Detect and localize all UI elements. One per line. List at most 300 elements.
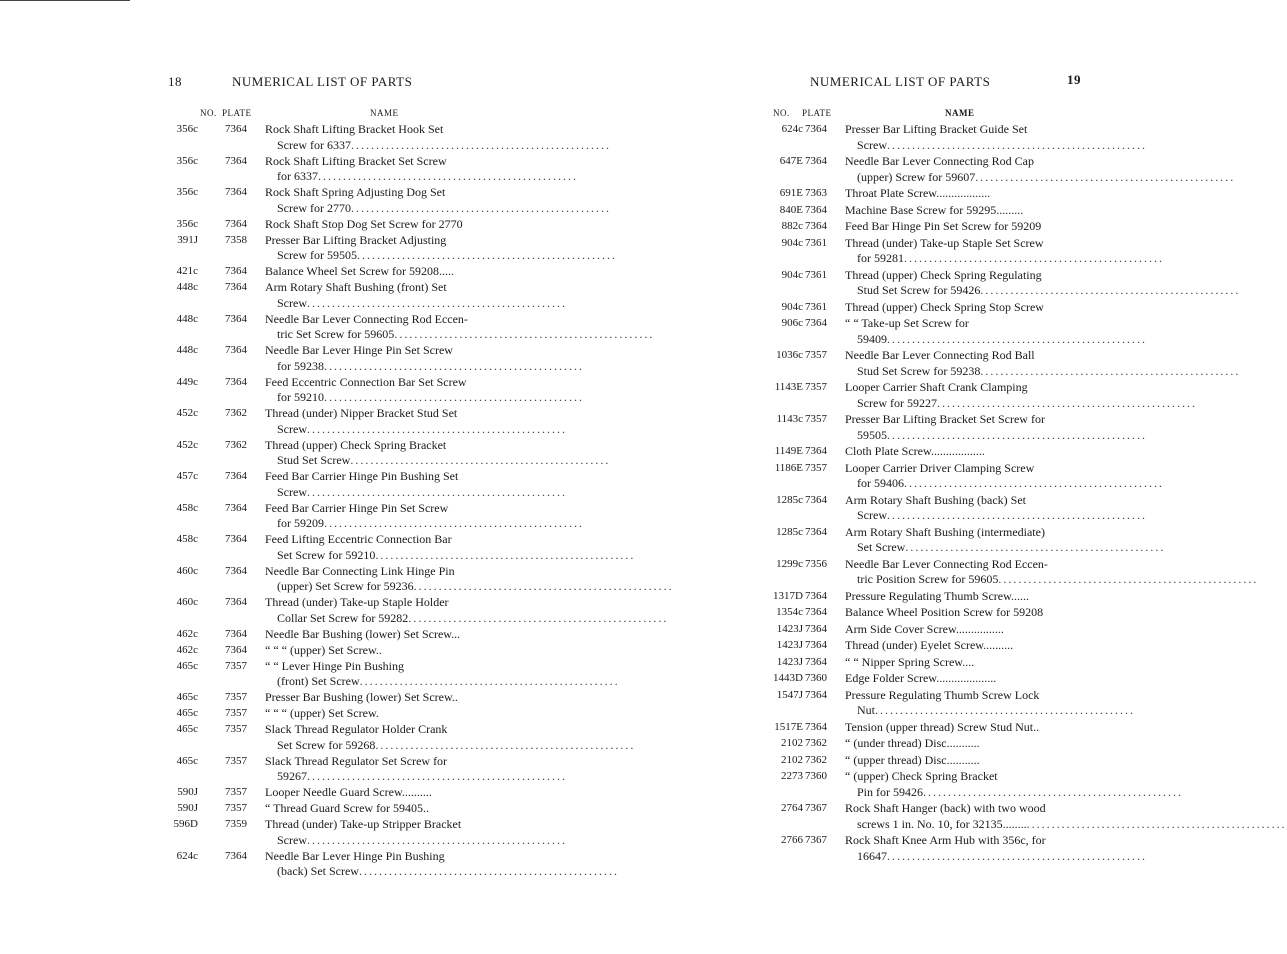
part-name-continued <box>265 453 611 469</box>
part-name-continued <box>265 295 567 312</box>
plate-number: 7364 <box>225 154 247 167</box>
part-name-continued-text: Set Screw for 59268 <box>277 737 376 752</box>
part-number: 904c <box>781 268 803 281</box>
part-name: Feed Bar Carrier Hinge Pin Set Screw <box>265 500 449 515</box>
plate-number: 7361 <box>805 300 827 313</box>
part-number: 691E <box>779 187 803 199</box>
part-number: 460c <box>176 564 198 577</box>
part-name-continued-text: Screw for 59227 <box>857 395 937 410</box>
part-number: 356c <box>176 217 198 230</box>
plate-number: 7364 <box>805 123 827 135</box>
part-entry <box>765 412 1147 443</box>
part-name-continued-text: Screw for 59505 <box>277 248 357 262</box>
part-name-continued <box>265 610 669 627</box>
part-name-continued <box>845 816 1287 833</box>
plate-number: 7364 <box>805 639 827 651</box>
part-name: “ “ Take-up Set Screw for <box>845 316 969 330</box>
dot-leader: .................................................... <box>923 784 1183 799</box>
part-name: Needle Bar Lever Hinge Pin Bushing <box>265 848 445 863</box>
part-name-continued-text: tric Position Screw for 59605 <box>857 572 999 586</box>
dot-leader: .................................................... <box>887 848 1147 863</box>
plate-number: 7357 <box>225 707 247 719</box>
part-number: 1149E <box>774 445 803 457</box>
dot-leader: .................................................... <box>375 737 636 752</box>
part-name-continued <box>845 331 1147 348</box>
part-name-continued-text: tric Set Screw for 59605 <box>277 327 395 341</box>
dot-leader: .................................................... <box>980 363 1241 378</box>
part-name: Presser Bar Lifting Bracket Adjusting <box>265 232 447 247</box>
part-name: Tension (upper thread) Screw Stud Nut.. <box>845 719 1040 734</box>
left-page-title: NUMERICAL LIST OF PARTS <box>232 74 413 89</box>
part-name: Presser Bar Lifting Bracket Set Screw for <box>845 412 1045 426</box>
dot-leader: .................................................... <box>998 572 1259 586</box>
part-number: 590J <box>177 802 198 814</box>
part-name-continued <box>265 737 636 754</box>
part-name-continued-text: (upper) Set Screw for 59236 <box>277 579 414 593</box>
part-name: Arm Rotary Shaft Bushing (front) Set <box>265 280 447 294</box>
part-number: 1443D <box>773 672 803 684</box>
part-name: Balance Wheel Set Screw for 59208..... <box>265 264 455 278</box>
part-number: 1547J <box>776 688 803 701</box>
dot-leader: .................................................... <box>887 508 1147 522</box>
top-rule <box>0 0 130 1</box>
part-number: 624c <box>781 123 803 135</box>
left-page <box>160 70 674 880</box>
part-name: “ Thread Guard Screw for 59405.. <box>265 801 430 815</box>
part-name: Throat Plate Screw.................. <box>845 186 991 200</box>
dot-leader: .................................................... <box>980 283 1241 297</box>
plate-number: 7367 <box>805 834 827 846</box>
plate-number: 7364 <box>225 501 247 514</box>
part-name: Rock Shaft Lifting Bracket Hook Set <box>265 122 444 136</box>
plate-number: 7364 <box>225 281 247 293</box>
part-entry <box>160 563 674 595</box>
plate-number: 7357 <box>225 659 247 672</box>
part-entry <box>160 801 501 817</box>
part-name-continued <box>265 421 567 438</box>
part-number: 356c <box>176 186 198 198</box>
part-name-continued <box>265 864 619 880</box>
plate-number: 7364 <box>805 606 827 618</box>
part-name-continued-text: Stud Set Screw <box>277 453 351 467</box>
part-entry <box>160 722 636 753</box>
part-entry <box>160 706 501 722</box>
part-name-continued-text: Screw <box>277 295 307 310</box>
part-number: 2102 <box>781 753 803 766</box>
part-name: Thread (under) Eyelet Screw.......... <box>845 638 1014 652</box>
part-name-continued <box>845 703 1135 719</box>
plate-number: 7362 <box>805 753 827 766</box>
dot-leader: .................................................... <box>356 248 617 262</box>
part-number: 465c <box>176 659 198 672</box>
plate-number: 7364 <box>225 217 247 230</box>
dot-leader: .................................................... <box>350 137 611 152</box>
part-number: 448c <box>176 312 198 325</box>
part-number: 1285c <box>776 493 803 506</box>
part-number: 448c <box>176 281 198 293</box>
plate-number: 7364 <box>225 312 247 325</box>
part-entry <box>765 348 1241 379</box>
part-name-continued <box>265 169 578 185</box>
part-number: 460c <box>176 596 198 608</box>
part-name-continued <box>845 784 1183 801</box>
part-number: 465c <box>176 707 198 719</box>
part-number: 465c <box>176 723 198 735</box>
dot-leader: .................................................... <box>307 421 567 436</box>
part-name: Arm Side Cover Screw................ <box>845 621 1004 636</box>
part-entry <box>765 492 1147 524</box>
part-name-continued <box>265 674 620 690</box>
part-entry <box>160 658 620 690</box>
plate-number: 7364 <box>225 470 247 482</box>
part-entry <box>765 219 1085 235</box>
part-entry <box>160 437 611 469</box>
right-entries-list <box>765 122 1287 864</box>
part-name-continued <box>265 137 611 154</box>
part-name: Rock Shaft Hanger (back) with two wood <box>845 801 1046 815</box>
part-entry <box>160 264 501 280</box>
plate-number: 7364 <box>805 688 827 701</box>
part-number: 2764 <box>781 802 803 814</box>
plate-number: 7364 <box>225 596 247 608</box>
dot-leader: .................................................... <box>350 453 611 467</box>
part-entry <box>160 627 501 643</box>
dot-leader: .................................................... <box>324 516 584 530</box>
plate-number: 7364 <box>805 655 827 668</box>
plate-number: 7364 <box>225 627 247 640</box>
part-name-continued-text: for 59210 <box>277 390 324 404</box>
part-number: 882c <box>781 220 803 232</box>
plate-number: 7364 <box>805 445 827 457</box>
part-name: Needle Bar Lever Connecting Rod Ball <box>845 348 1035 362</box>
col-plate-header: PLATE <box>802 108 832 118</box>
part-name-continued-text: Screw <box>277 421 307 436</box>
plate-number: 7362 <box>225 438 247 451</box>
left-page-number: 18 <box>168 74 182 89</box>
part-number: 1186E <box>774 461 803 474</box>
part-name: “ (upper thread) Disc........... <box>845 752 980 767</box>
part-number: 2766 <box>781 834 803 846</box>
part-number: 1354c <box>776 606 803 618</box>
part-number: 458c <box>176 533 198 545</box>
part-name-continued <box>845 427 1147 444</box>
part-name: Feed Eccentric Connection Bar Set Screw <box>265 374 467 389</box>
part-name: “ (under thread) Disc........... <box>845 736 980 750</box>
part-name-continued-text: Collar Set Screw for 59282 <box>277 610 409 625</box>
part-name-continued <box>845 363 1241 380</box>
part-name: Needle Bar Bushing (lower) Set Screw... <box>265 626 461 641</box>
plate-number: 7364 <box>225 643 247 656</box>
part-number: 452c <box>176 407 198 419</box>
part-number: 1143E <box>774 381 803 393</box>
part-entry <box>160 374 584 406</box>
part-number: 647E <box>779 155 803 167</box>
plate-number: 7364 <box>805 203 827 216</box>
part-name: Thread (under) Take-up Staple Set Screw <box>845 235 1044 250</box>
dot-leader: .................................................... <box>318 169 578 183</box>
dot-leader: .................................................... <box>324 358 584 373</box>
part-name: “ “ Nipper Spring Screw.... <box>845 654 975 669</box>
part-entry <box>765 801 1287 832</box>
part-name-continued-text: Pin for 59426 <box>857 784 923 799</box>
right-page-title: NUMERICAL LIST OF PARTS <box>810 74 991 89</box>
part-name-continued-text: Screw <box>857 137 887 152</box>
dot-leader: .................................................... <box>408 610 669 625</box>
plate-number: 7357 <box>225 723 247 735</box>
part-entry <box>160 532 636 563</box>
plate-number: 7364 <box>225 186 247 198</box>
part-name: Thread (upper) Check Spring Bracket <box>265 437 447 452</box>
part-number: 2102 <box>781 737 803 749</box>
plate-number: 7364 <box>805 622 827 635</box>
part-name: Needle Bar Lever Connecting Rod Eccen- <box>845 556 1048 571</box>
part-entry <box>160 595 669 626</box>
part-number: 904c <box>781 236 803 249</box>
plate-number: 7364 <box>225 375 247 388</box>
plate-number: 7361 <box>805 236 827 249</box>
part-name-continued <box>265 248 617 264</box>
part-entry <box>765 235 1164 267</box>
part-name-continued-text: screws 1 in. No. 10, for 32135........ <box>857 816 1027 831</box>
part-number: 448c <box>176 344 198 356</box>
part-name-continued-text: for 59238 <box>277 358 324 373</box>
part-name-continued-text: (upper) Screw for 59607 <box>857 169 976 184</box>
part-entry <box>765 556 1259 588</box>
part-name-continued <box>265 327 655 343</box>
part-number: 1299c <box>776 557 803 570</box>
part-name: Thread (upper) Check Spring Regulating <box>845 267 1042 282</box>
part-name-continued-text: for 6337 <box>277 169 318 183</box>
part-name-continued <box>265 769 567 785</box>
part-name-continued-text: 16647 <box>857 848 887 863</box>
part-entry <box>765 460 1164 492</box>
part-name: Arm Rotary Shaft Bushing (intermediate) <box>845 524 1045 539</box>
part-number: 449c <box>176 375 198 388</box>
part-name: Machine Base Screw for 59295......... <box>845 202 1024 217</box>
part-number: 458c <box>176 501 198 514</box>
right-page <box>765 70 1287 865</box>
part-entry <box>765 186 1085 202</box>
part-number: 391J <box>177 233 198 246</box>
col-name-header: NAME <box>945 108 975 118</box>
part-name-continued-text: Set Screw <box>857 540 906 554</box>
part-name: Balance Wheel Position Screw for 59208 <box>845 605 1044 619</box>
plate-number: 7358 <box>225 233 247 246</box>
plate-number: 7364 <box>225 344 247 356</box>
plate-number: 7362 <box>805 737 827 749</box>
part-entry <box>765 380 1197 411</box>
part-name: Feed Lifting Eccentric Connection Bar <box>265 532 452 546</box>
part-name-continued-text: (back) Set Screw <box>277 864 359 878</box>
part-name: Thread (under) Nipper Bracket Stud Set <box>265 406 458 420</box>
part-name-continued-text: (front) Set Screw <box>277 674 360 688</box>
part-name-continued-text: Nut <box>857 703 875 717</box>
part-entry <box>160 311 655 343</box>
part-entry <box>160 753 567 785</box>
part-name-continued <box>265 200 611 217</box>
part-entry <box>765 736 1085 752</box>
part-name-continued <box>845 540 1166 556</box>
plate-number: 7356 <box>805 557 827 570</box>
plate-number: 7364 <box>805 589 827 602</box>
part-name: Thread (under) Take-up Staple Holder <box>265 595 449 609</box>
part-name-continued <box>265 547 636 564</box>
part-name: Feed Bar Hinge Pin Set Screw for 59209 <box>845 219 1042 233</box>
part-entry <box>765 154 1236 185</box>
plate-number: 7357 <box>805 461 827 474</box>
plate-number: 7361 <box>805 268 827 281</box>
part-name-continued-text: for 59281 <box>857 251 904 265</box>
right-page-header <box>765 70 1100 94</box>
part-entry <box>765 267 1241 299</box>
part-name: Arm Rotary Shaft Bushing (back) Set <box>845 492 1026 507</box>
part-number: 421c <box>176 265 198 277</box>
left-page-header <box>160 70 510 94</box>
right-column-headers <box>765 108 1100 122</box>
part-name: “ “ “ (upper) Set Screw.. <box>265 642 382 657</box>
part-entry <box>765 122 1147 153</box>
part-name: “ “ “ (upper) Set Screw. <box>265 706 379 720</box>
part-name: Looper Carrier Shaft Crank Clamping <box>845 380 1028 394</box>
part-name: Needle Bar Connecting Link Hinge Pin <box>265 563 455 578</box>
part-name-continued-text: 59267 <box>277 769 307 783</box>
part-number: 590J <box>177 786 198 798</box>
part-name: Rock Shaft Lifting Bracket Set Screw <box>265 153 447 168</box>
part-name-continued-text: Set Screw for 59210 <box>277 547 376 562</box>
part-name-continued <box>845 169 1236 186</box>
part-name-continued-text: Screw <box>857 508 887 522</box>
part-number: 904c <box>781 300 803 313</box>
dot-leader: .................................................... <box>358 864 619 878</box>
part-name-continued <box>265 516 584 532</box>
part-name-continued <box>265 484 567 501</box>
part-name: Rock Shaft Knee Arm Hub with 356c, for <box>845 833 1046 847</box>
part-entry <box>765 687 1135 719</box>
part-name: Slack Thread Regulator Holder Crank <box>265 722 448 736</box>
part-entry <box>765 203 1085 219</box>
part-name: Rock Shaft Stop Dog Set Screw for 2770 <box>265 216 463 231</box>
part-entry <box>765 300 1085 316</box>
part-number: 452c <box>176 438 198 451</box>
part-entry <box>160 406 567 437</box>
dot-leader: .................................................... <box>936 395 1197 410</box>
part-number: 1317D <box>773 589 803 602</box>
plate-number: 7364 <box>805 317 827 329</box>
part-name-continued-text: Screw <box>277 484 307 499</box>
part-entry <box>765 720 1085 736</box>
part-name-continued <box>845 137 1147 154</box>
part-entry <box>160 785 501 801</box>
col-name-header: NAME <box>370 108 399 118</box>
part-entry <box>160 343 584 374</box>
part-entry <box>160 690 501 706</box>
part-entry <box>160 217 501 233</box>
part-number: 624c <box>176 849 198 862</box>
part-name: Pressure Regulating Thumb Screw Lock <box>845 687 1040 702</box>
plate-number: 7364 <box>225 849 247 862</box>
plate-number: 7359 <box>225 818 247 830</box>
plate-number: 7364 <box>805 155 827 167</box>
part-number: 906c <box>781 317 803 329</box>
plate-number: 7364 <box>225 564 247 577</box>
dot-leader: .................................................... <box>307 769 567 783</box>
col-plate-header: PLATE <box>222 108 252 118</box>
plate-number: 7362 <box>225 407 247 419</box>
part-entry <box>160 817 567 848</box>
plate-number: 7364 <box>805 720 827 733</box>
part-name: Needle Bar Lever Hinge Pin Set Screw <box>265 343 453 357</box>
part-entry <box>160 280 567 311</box>
part-number: 457c <box>176 470 198 482</box>
plate-number: 7364 <box>805 493 827 506</box>
part-name-continued-text: Stud Set Screw for 59426 <box>857 283 981 297</box>
part-name-continued-text: 59505 <box>857 427 887 442</box>
dot-leader: .................................................... <box>905 540 1166 554</box>
part-name-continued <box>265 358 584 375</box>
part-name-continued <box>265 832 567 849</box>
part-entry <box>765 753 1085 769</box>
dot-leader: .................................................... <box>307 484 567 499</box>
plate-number: 7357 <box>225 754 247 767</box>
left-entries-list <box>160 122 674 880</box>
plate-number: 7357 <box>805 349 827 361</box>
dot-leader: .................................................... <box>975 169 1236 184</box>
part-number: 1423J <box>776 655 803 668</box>
plate-number: 7357 <box>225 786 247 798</box>
dot-leader: .................................................... <box>887 427 1147 442</box>
part-name: Feed Bar Carrier Hinge Pin Bushing Set <box>265 469 459 483</box>
plate-number: 7357 <box>805 413 827 425</box>
plate-number: 7364 <box>805 525 827 538</box>
part-name: “ “ Lever Hinge Pin Bushing <box>265 658 404 673</box>
part-name-continued-text: 59409 <box>857 331 887 346</box>
part-name-continued-text: Screw for 6337 <box>277 137 351 152</box>
part-name: Rock Shaft Spring Adjusting Dog Set <box>265 185 446 199</box>
plate-number: 7357 <box>805 381 827 393</box>
part-entry <box>765 769 1183 800</box>
part-entry <box>765 589 1085 605</box>
plate-number: 7357 <box>225 802 247 814</box>
left-column-headers <box>160 108 510 122</box>
part-number: 1036c <box>776 349 803 361</box>
part-name-continued <box>845 572 1259 588</box>
part-entry <box>765 605 1085 621</box>
part-entry <box>160 643 501 659</box>
part-name-continued-text: Screw for 2770 <box>277 200 351 215</box>
part-entry <box>765 833 1147 864</box>
part-name-continued <box>845 848 1147 865</box>
part-number: 1517E <box>774 720 803 733</box>
part-name: Presser Bar Lifting Bracket Guide Set <box>845 122 1028 136</box>
dot-leader: .................................................... <box>359 674 620 688</box>
part-name: Pressure Regulating Thumb Screw...... <box>845 588 1029 603</box>
part-number: 1285c <box>776 525 803 538</box>
part-number: 356c <box>176 154 198 167</box>
plate-number: 7364 <box>225 533 247 545</box>
part-number: 1423J <box>776 622 803 635</box>
dot-leader: .................................................... <box>904 476 1164 490</box>
part-entry <box>765 622 1085 638</box>
part-name-continued-text: for 59406 <box>857 476 904 490</box>
part-name-continued-text: Stud Set Screw for 59238 <box>857 363 981 378</box>
part-name: Thread (under) Take-up Stripper Bracket <box>265 817 462 831</box>
right-page-number: 19 <box>1067 72 1081 87</box>
part-number: 465c <box>176 754 198 767</box>
part-entry <box>765 655 1085 671</box>
part-entry <box>765 316 1147 347</box>
part-name-continued <box>845 251 1164 267</box>
part-name-continued <box>265 579 674 595</box>
